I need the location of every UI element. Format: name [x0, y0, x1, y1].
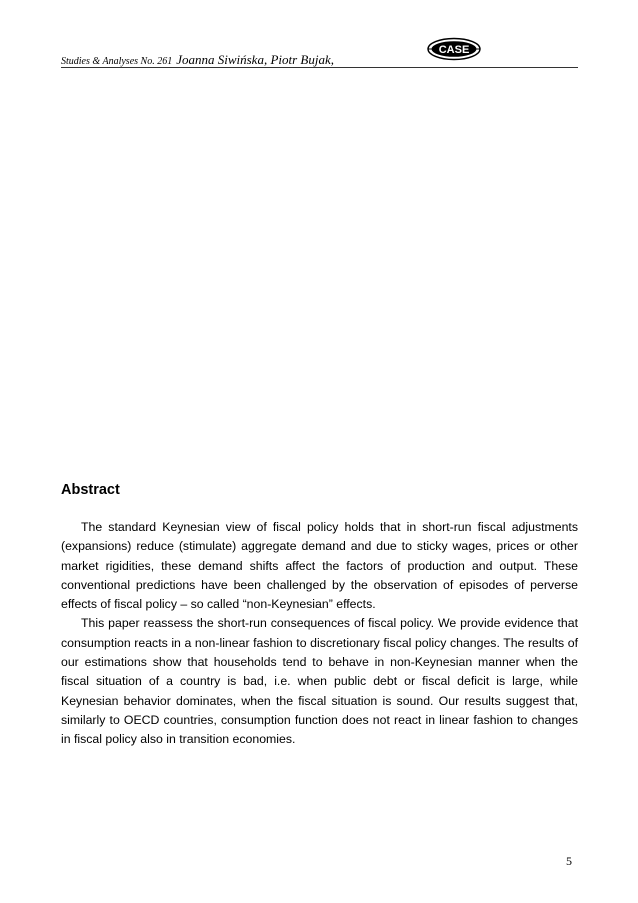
header-divider: [61, 67, 578, 68]
logo-text: CASE: [438, 44, 470, 56]
abstract-paragraph: This paper reassess the short-run consequences of fiscal policy. We provide evidence that consumption reacts in a non-linear fashion to discretionary fiscal policy changes. The results of our estimations show that households tend to behave in non-Keynesian manner when the fiscal situation of a country is bad, i.e. when public debt or fiscal deficit is large, while Keynesian behavior dominates, when the fiscal situation is sound. Our results suggest that, similarly to OECD countries, consumption function does not react in linear fashion to changes in fiscal policy also in transition economies.: [61, 616, 578, 747]
page-number: 5: [566, 854, 572, 868]
case-logo: [426, 37, 482, 61]
series-label: Studies & Analyses No. 261: [61, 56, 173, 67]
page-header: [61, 36, 578, 68]
abstract-body: [61, 518, 578, 750]
authors-label: Joanna Siwińska, Piotr Bujak,: [176, 52, 334, 67]
abstract-paragraph: The standard Keynesian view of fiscal policy holds that in short-run fiscal adjustments (expansions) reduce (stimulate) aggregate demand and due to sticky wages, prices or other market rigidities, these demand shifts affect the factors of production and output. These conventional predictions have been challenged by the observation of episodes of perverse effects of fiscal policy – so called “non-Keynesian” effects.: [61, 520, 578, 612]
abstract-heading: Abstract: [61, 482, 120, 498]
